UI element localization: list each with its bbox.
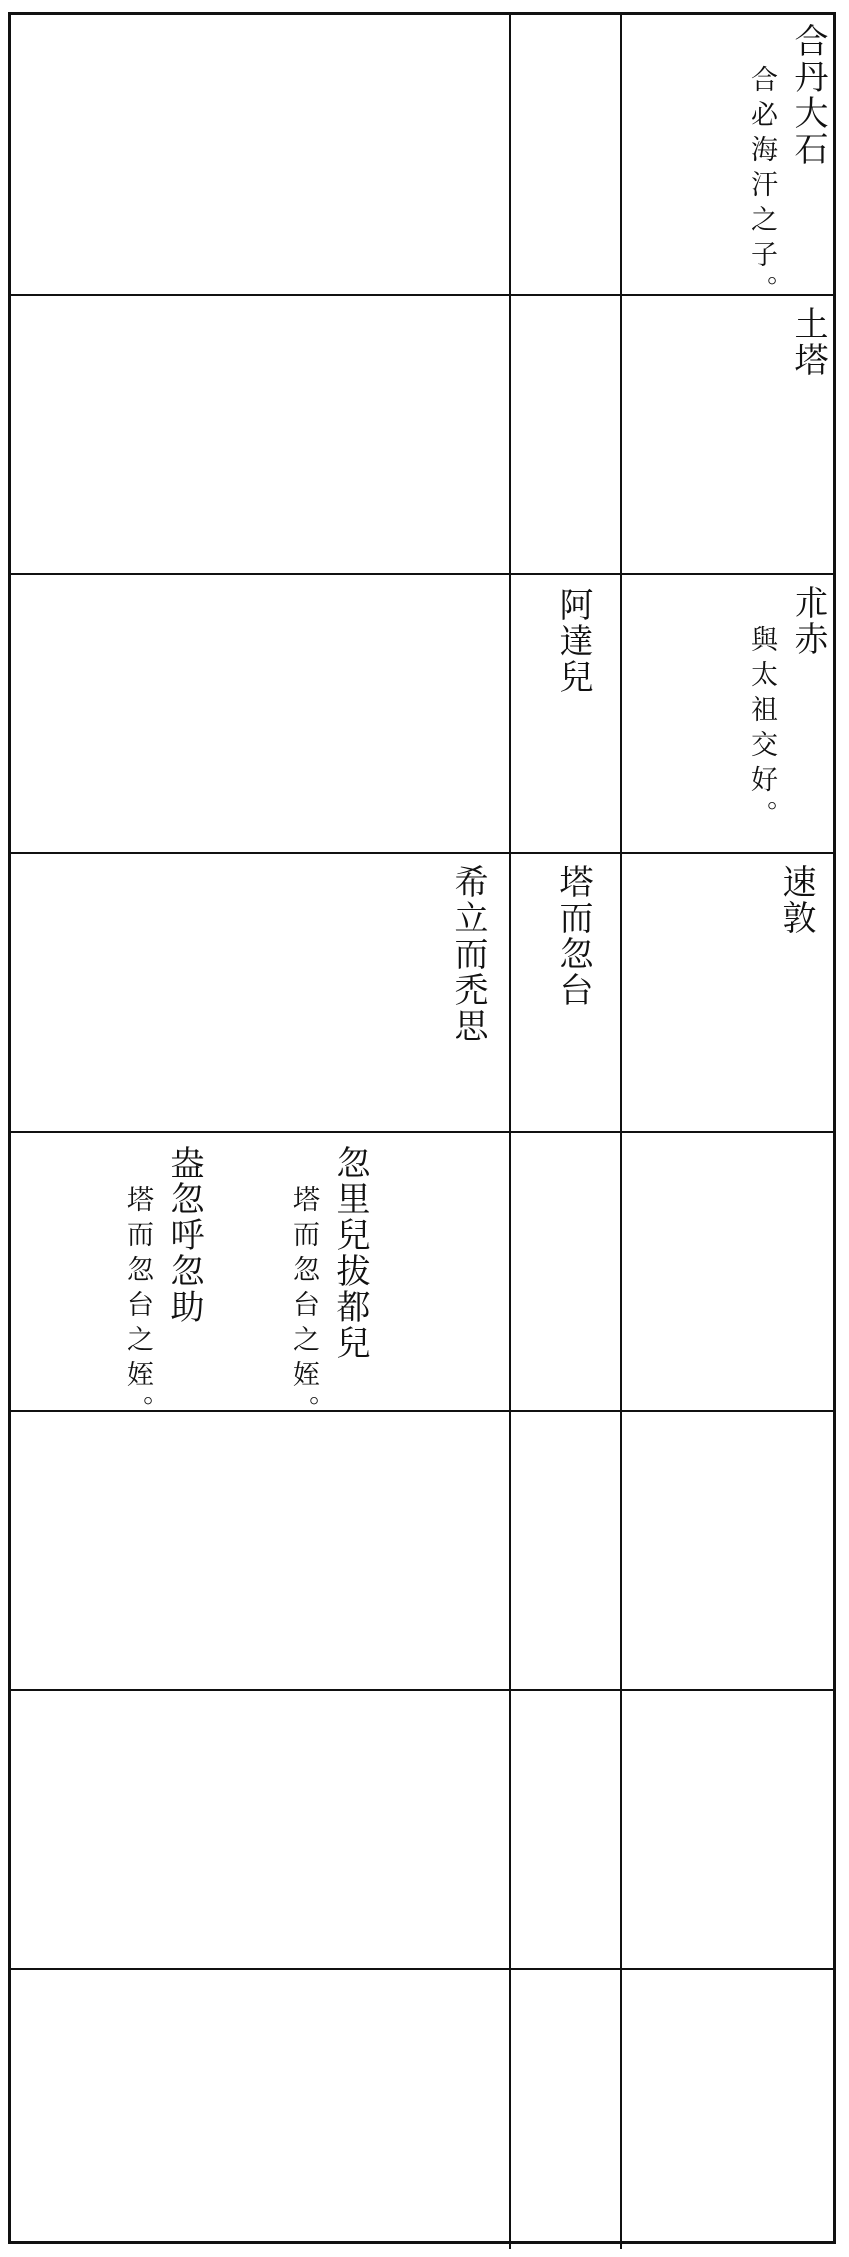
table-row	[11, 294, 833, 575]
cell-col-c	[620, 575, 833, 854]
cell-col-c	[620, 15, 833, 310]
person-name: 土塔	[788, 306, 828, 378]
cell-col-a	[11, 296, 509, 575]
person-note: 塔而忽台之姪。	[122, 1185, 153, 1430]
cell-col-c	[620, 296, 833, 575]
cell-col-b	[509, 1133, 620, 1412]
person-name: 阿達兒	[553, 587, 593, 695]
person-name: 合丹大石	[788, 23, 828, 167]
person-note: 合必海汗之子。	[746, 65, 777, 310]
table-row	[11, 1131, 833, 1430]
cell-col-b	[509, 1970, 620, 2249]
table-row	[11, 15, 833, 310]
person-name: 忽里兒拔都兒	[330, 1145, 370, 1361]
person-name: 盎忽呼忽助	[164, 1145, 204, 1325]
person-name: 朮赤	[788, 585, 828, 657]
cell-col-b	[509, 575, 620, 854]
cell-col-a	[11, 1412, 509, 1691]
cell-col-b	[509, 296, 620, 575]
cell-col-a	[11, 1691, 509, 1970]
cell-col-c	[620, 1133, 833, 1412]
cell-col-b	[509, 1412, 620, 1691]
person-note: 與太祖交好。	[746, 625, 777, 835]
cell-col-a	[11, 15, 509, 294]
genealogy-table	[8, 12, 836, 2244]
cell-col-b	[509, 854, 620, 1133]
cell-col-c	[620, 1970, 833, 2249]
person-name: 塔而忽台	[553, 864, 593, 1008]
person-note: 塔而忽台之姪。	[288, 1185, 319, 1430]
table-row	[11, 852, 833, 1133]
cell-col-c	[620, 854, 833, 1133]
cell-col-b	[509, 1691, 620, 1970]
cell-col-a	[11, 854, 509, 1133]
cell-col-a	[11, 1133, 509, 1430]
cell-col-a	[11, 575, 509, 854]
table-row	[11, 1410, 833, 1691]
cell-col-c	[620, 1412, 833, 1691]
person-name: 速敦	[776, 864, 816, 936]
person-name: 希立而禿思	[448, 864, 488, 1044]
cell-col-b	[509, 15, 620, 294]
cell-col-a	[11, 1970, 509, 2249]
table-row	[11, 1968, 833, 2249]
table-row	[11, 1689, 833, 1970]
cell-col-c	[620, 1691, 833, 1970]
table-row	[11, 573, 833, 854]
